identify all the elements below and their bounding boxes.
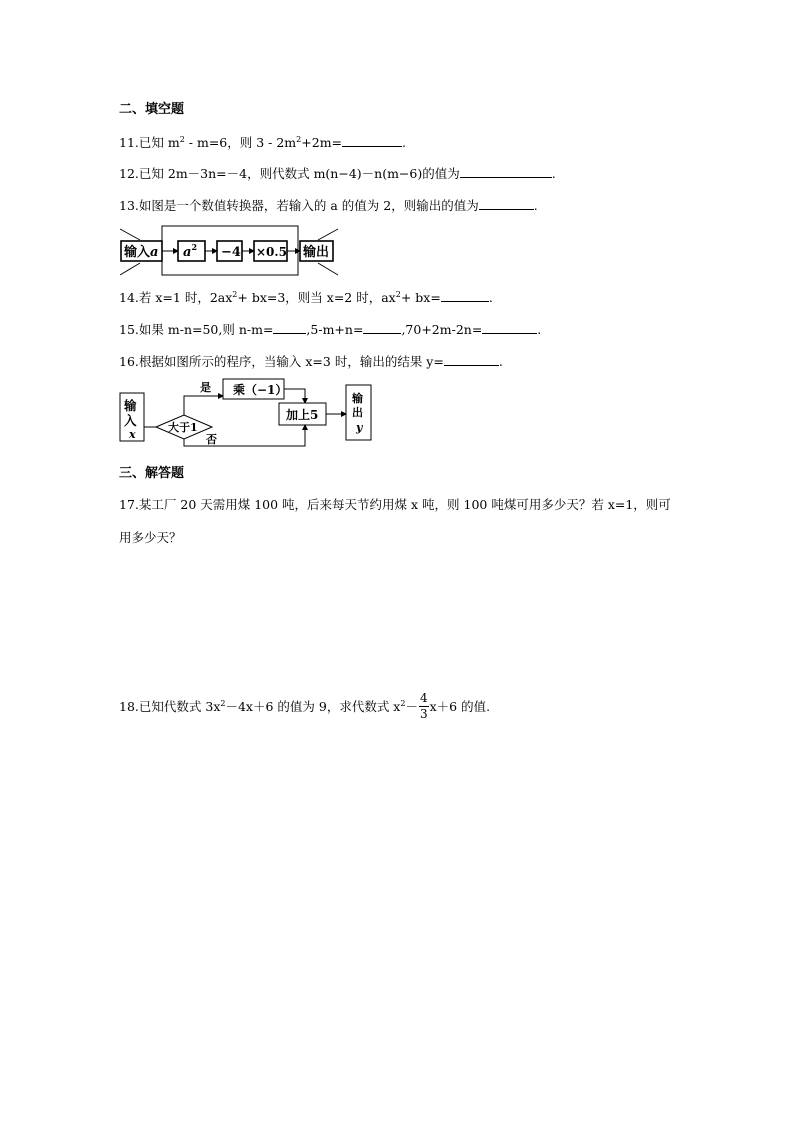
question-text: x＋6 的值. [429,699,491,714]
question-number: 13. [119,198,139,213]
question-12 [119,165,556,182]
exponent: 2 [400,699,406,708]
fraction-denominator: 3 [419,707,428,721]
svg-text:输入a [123,244,158,260]
answer-blank[interactable] [441,289,489,302]
question-text: - m=6，则 3 - 2m [184,135,297,150]
exponent: 2 [179,135,185,144]
section-heading-solutions: 三、解答题 [119,466,185,481]
question-text: 用多少天？ [119,530,182,545]
square-exponent: 2 [191,242,198,252]
add-label: 加上5 [286,408,319,422]
question-text: 若 x=1 时，2ax [138,290,233,305]
question-17-line-2 [119,530,182,546]
exponent: 2 [395,290,401,299]
output-label: 输出 [303,245,330,260]
output-variable: y [356,421,363,434]
question-text: 已知 m [138,135,180,150]
question-text: + bx=3，则当 x=2 时，ax [237,290,396,305]
question-number: 11. [119,135,139,150]
question-18 [119,692,490,723]
exponent: 2 [296,135,302,144]
question-number: 16. [119,354,139,369]
question-punct: . [402,135,407,150]
multiply-label: 乘（−1） [233,383,288,397]
section-heading-fill-blank: 二、填空题 [119,102,185,117]
input-label: 入 [124,413,137,428]
yes-label: 是 [200,381,211,394]
square-base: a [183,245,192,260]
program-flowchart [118,373,374,445]
number-converter-diagram [118,224,340,279]
question-number: 14. [119,290,139,305]
decision-label: 大于1 [168,421,198,434]
answer-blank[interactable] [460,165,552,178]
question-text: 某工厂 20 天需用煤 100 吨，后来每天节约用煤 x 吨，则 100 吨煤可用多少天？若 x=1，则可 [138,497,671,512]
question-13 [119,197,538,214]
no-label: 否 [206,433,217,446]
question-text: － [405,699,418,714]
question-11 [119,134,406,151]
answer-blank[interactable] [363,321,401,334]
exponent: 2 [220,699,226,708]
question-text: + bx= [400,290,441,305]
question-text: +2m= [301,135,343,150]
question-text: 如图是一个数值转换器，若输入的 a 的值为 2，则输出的值为 [138,198,479,213]
question-text: －4x＋6 的值为 9，求代数式 x [225,699,401,714]
question-text: 如果 m-n=50,则 n-m= [138,322,274,337]
question-text: 已知 2m－3n=－4，则代数式 m(n−4)－n(m−6)的值为 [138,166,460,181]
exponent: 2 [232,290,238,299]
output-label: 输 [352,392,363,405]
question-text: 已知代数式 3x [138,699,221,714]
question-punct: . [537,322,542,337]
question-punct: . [488,290,493,305]
question-text: ,5-m+n= [306,322,364,337]
input-label: 输 [124,398,137,413]
question-15 [119,321,541,338]
subtract-label: −4 [221,245,241,260]
input-label: 输入 [124,245,151,260]
question-number: 12. [119,166,139,181]
fraction-numerator: 4 [419,691,428,705]
answer-blank[interactable] [482,321,537,334]
output-label: 出 [352,406,363,419]
question-number: 17. [119,497,139,512]
question-punct: . [551,166,556,181]
input-variable: x [129,428,136,441]
input-variable: a [150,245,159,260]
question-punct: . [533,198,538,213]
question-16 [119,353,503,370]
question-14 [119,289,493,306]
multiply-label: ×0.5 [256,245,287,259]
question-text: ,70+2m-2n= [401,322,483,337]
question-punct: . [498,354,503,369]
question-text: 根据如图所示的程序，当输入 x=3 时，输出的结果 y= [138,354,444,369]
answer-blank[interactable] [342,134,402,147]
question-number: 15. [119,322,139,337]
answer-blank[interactable] [273,321,306,334]
answer-blank[interactable] [444,353,499,366]
question-17-line-1 [119,497,671,513]
fraction [419,691,429,722]
question-number: 18. [119,699,139,714]
answer-blank[interactable] [479,197,534,210]
